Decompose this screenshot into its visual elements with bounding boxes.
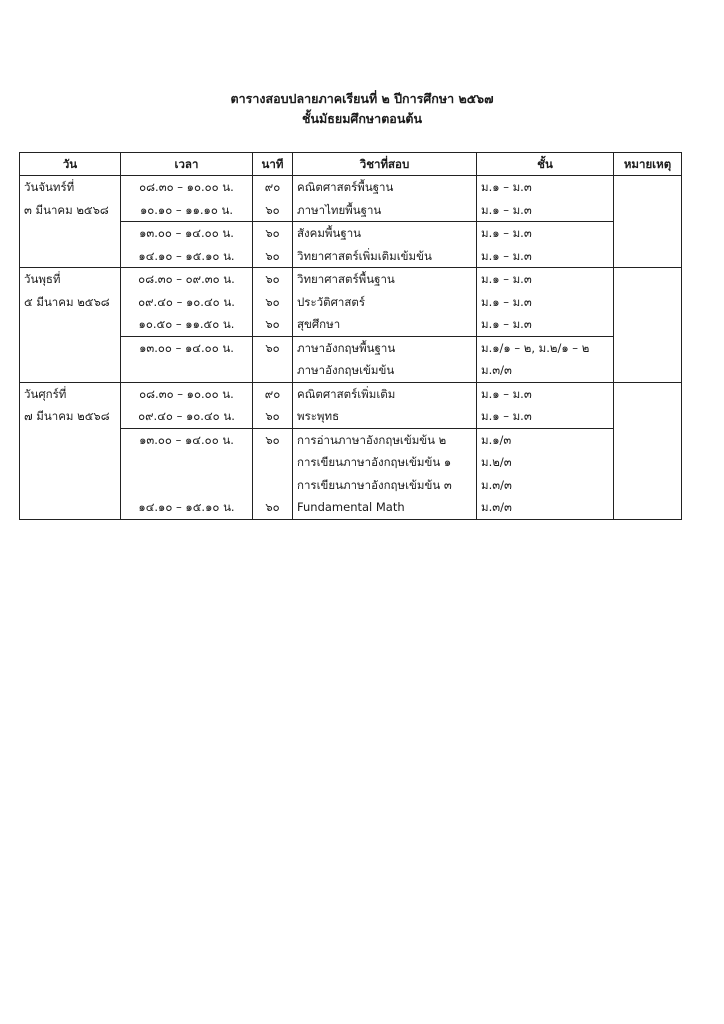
subject-cell: ประวัติศาสตร์ bbox=[293, 291, 477, 314]
minutes-cell: ๖๐ bbox=[253, 496, 293, 519]
day-cell: ๓ มีนาคม ๒๕๖๘ bbox=[20, 199, 121, 222]
subject-cell: วิทยาศาสตร์พื้นฐาน bbox=[293, 268, 477, 291]
remarks-cell bbox=[614, 268, 682, 291]
subject-cell: Fundamental Math bbox=[293, 496, 477, 519]
grade-cell: ม.๓/๓ bbox=[477, 496, 614, 519]
subject-cell: การเขียนภาษาอังกฤษเข้มข้น ๑ bbox=[293, 451, 477, 474]
header-subject: วิชาที่สอบ bbox=[293, 153, 477, 176]
grade-cell: ม.๑ – ม.๓ bbox=[477, 313, 614, 336]
minutes-cell bbox=[253, 474, 293, 497]
grade-cell: ม.๒/๓ bbox=[477, 451, 614, 474]
day-cell: วันพุธที่ bbox=[20, 268, 121, 291]
document-title: ตารางสอบปลายภาคเรียนที่ ๒ ปีการศึกษา ๒๕๖๗ bbox=[230, 91, 494, 106]
remarks-cell bbox=[614, 336, 682, 359]
remarks-cell bbox=[614, 222, 682, 245]
grade-cell: ม.๑ – ม.๓ bbox=[477, 199, 614, 222]
day-cell bbox=[20, 496, 121, 519]
minutes-cell bbox=[253, 451, 293, 474]
table-row bbox=[20, 336, 682, 359]
remarks-cell bbox=[614, 313, 682, 336]
header-time: เวลา bbox=[121, 153, 253, 176]
subject-cell: การเขียนภาษาอังกฤษเข้มข้น ๓ bbox=[293, 474, 477, 497]
minutes-cell: ๙๐ bbox=[253, 382, 293, 405]
minutes-cell: ๖๐ bbox=[253, 199, 293, 222]
table-row bbox=[20, 245, 682, 268]
subject-cell: ภาษาอังกฤษเข้มข้น bbox=[293, 359, 477, 382]
remarks-cell bbox=[614, 176, 682, 199]
grade-cell: ม.๑ – ม.๓ bbox=[477, 268, 614, 291]
day-cell: วันจันทร์ที่ bbox=[20, 176, 121, 199]
table-row bbox=[20, 382, 682, 405]
day-cell bbox=[20, 222, 121, 245]
subject-cell: คณิตศาสตร์เพิ่มเติม bbox=[293, 382, 477, 405]
header-grade: ชั้น bbox=[477, 153, 614, 176]
day-cell bbox=[20, 428, 121, 451]
table-row bbox=[20, 268, 682, 291]
header-remarks: หมายเหตุ bbox=[614, 153, 682, 176]
document-subtitle: ชั้นมัธยมศึกษาตอนต้น bbox=[301, 111, 423, 126]
table-row bbox=[20, 359, 682, 382]
grade-cell: ม.๑ – ม.๓ bbox=[477, 405, 614, 428]
grade-cell: ม.๑ – ม.๓ bbox=[477, 291, 614, 314]
table-row bbox=[20, 474, 682, 497]
subject-cell: การอ่านภาษาอังกฤษเข้มข้น ๒ bbox=[293, 428, 477, 451]
day-cell bbox=[20, 359, 121, 382]
subject-cell: สังคมพื้นฐาน bbox=[293, 222, 477, 245]
table-row bbox=[20, 405, 682, 428]
time-cell: ๐๙.๔๐ – ๑๐.๔๐ น. bbox=[121, 405, 253, 428]
time-cell: ๐๙.๔๐ – ๑๐.๔๐ น. bbox=[121, 291, 253, 314]
remarks-cell bbox=[614, 496, 682, 519]
day-cell bbox=[20, 313, 121, 336]
minutes-cell bbox=[253, 359, 293, 382]
table-row bbox=[20, 451, 682, 474]
remarks-cell bbox=[614, 451, 682, 474]
time-cell: ๐๘.๓๐ – ๑๐.๐๐ น. bbox=[121, 382, 253, 405]
grade-cell: ม.๑ – ม.๓ bbox=[477, 245, 614, 268]
table-header-row bbox=[20, 153, 682, 176]
time-cell: ๑๓.๐๐ – ๑๔.๐๐ น. bbox=[121, 222, 253, 245]
grade-cell: ม.๑/๓ bbox=[477, 428, 614, 451]
subject-cell: ภาษาไทยพื้นฐาน bbox=[293, 199, 477, 222]
subject-cell: คณิตศาสตร์พื้นฐาน bbox=[293, 176, 477, 199]
minutes-cell: ๖๐ bbox=[253, 291, 293, 314]
remarks-cell bbox=[614, 245, 682, 268]
exam-schedule-table bbox=[19, 152, 682, 520]
day-cell bbox=[20, 474, 121, 497]
remarks-cell bbox=[614, 382, 682, 405]
table-row bbox=[20, 291, 682, 314]
subject-cell: สุขศึกษา bbox=[293, 313, 477, 336]
day-cell: วันศุกร์ที่ bbox=[20, 382, 121, 405]
table-row bbox=[20, 176, 682, 199]
time-cell bbox=[121, 359, 253, 382]
minutes-cell: ๖๐ bbox=[253, 405, 293, 428]
day-cell: ๗ มีนาคม ๒๕๖๘ bbox=[20, 405, 121, 428]
day-cell bbox=[20, 336, 121, 359]
minutes-cell: ๖๐ bbox=[253, 336, 293, 359]
time-cell: ๐๘.๓๐ – ๑๐.๐๐ น. bbox=[121, 176, 253, 199]
minutes-cell: ๙๐ bbox=[253, 176, 293, 199]
grade-cell: ม.๑ – ม.๓ bbox=[477, 222, 614, 245]
header-day: วัน bbox=[20, 153, 121, 176]
table-row bbox=[20, 313, 682, 336]
subject-cell: ภาษาอังกฤษพื้นฐาน bbox=[293, 336, 477, 359]
time-cell: ๑๔.๑๐ – ๑๕.๑๐ น. bbox=[121, 496, 253, 519]
subject-cell: วิทยาศาสตร์เพิ่มเติมเข้มข้น bbox=[293, 245, 477, 268]
remarks-cell bbox=[614, 428, 682, 451]
time-cell bbox=[121, 451, 253, 474]
remarks-cell bbox=[614, 405, 682, 428]
grade-cell: ม.๑ – ม.๓ bbox=[477, 382, 614, 405]
remarks-cell bbox=[614, 359, 682, 382]
day-cell bbox=[20, 245, 121, 268]
table-row bbox=[20, 199, 682, 222]
time-cell bbox=[121, 474, 253, 497]
grade-cell: ม.๓/๓ bbox=[477, 359, 614, 382]
minutes-cell: ๖๐ bbox=[253, 222, 293, 245]
minutes-cell: ๖๐ bbox=[253, 313, 293, 336]
time-cell: ๑๓.๐๐ – ๑๔.๐๐ น. bbox=[121, 428, 253, 451]
grade-cell: ม.๓/๓ bbox=[477, 474, 614, 497]
time-cell: ๑๓.๐๐ – ๑๔.๐๐ น. bbox=[121, 336, 253, 359]
subject-cell: พระพุทธ bbox=[293, 405, 477, 428]
minutes-cell: ๖๐ bbox=[253, 245, 293, 268]
remarks-cell bbox=[614, 291, 682, 314]
table-row bbox=[20, 428, 682, 451]
day-cell bbox=[20, 451, 121, 474]
time-cell: ๑๐.๑๐ – ๑๑.๑๐ น. bbox=[121, 199, 253, 222]
minutes-cell: ๖๐ bbox=[253, 428, 293, 451]
remarks-cell bbox=[614, 474, 682, 497]
grade-cell: ม.๑ – ม.๓ bbox=[477, 176, 614, 199]
time-cell: ๐๘.๓๐ – ๐๙.๓๐ น. bbox=[121, 268, 253, 291]
table-row bbox=[20, 496, 682, 519]
time-cell: ๑๔.๑๐ – ๑๕.๑๐ น. bbox=[121, 245, 253, 268]
minutes-cell: ๖๐ bbox=[253, 268, 293, 291]
grade-cell: ม.๑/๑ – ๒, ม.๒/๑ – ๒ bbox=[477, 336, 614, 359]
header-minutes: นาที bbox=[253, 153, 293, 176]
table-row bbox=[20, 222, 682, 245]
day-cell: ๕ มีนาคม ๒๕๖๘ bbox=[20, 291, 121, 314]
time-cell: ๑๐.๕๐ – ๑๑.๕๐ น. bbox=[121, 313, 253, 336]
remarks-cell bbox=[614, 199, 682, 222]
